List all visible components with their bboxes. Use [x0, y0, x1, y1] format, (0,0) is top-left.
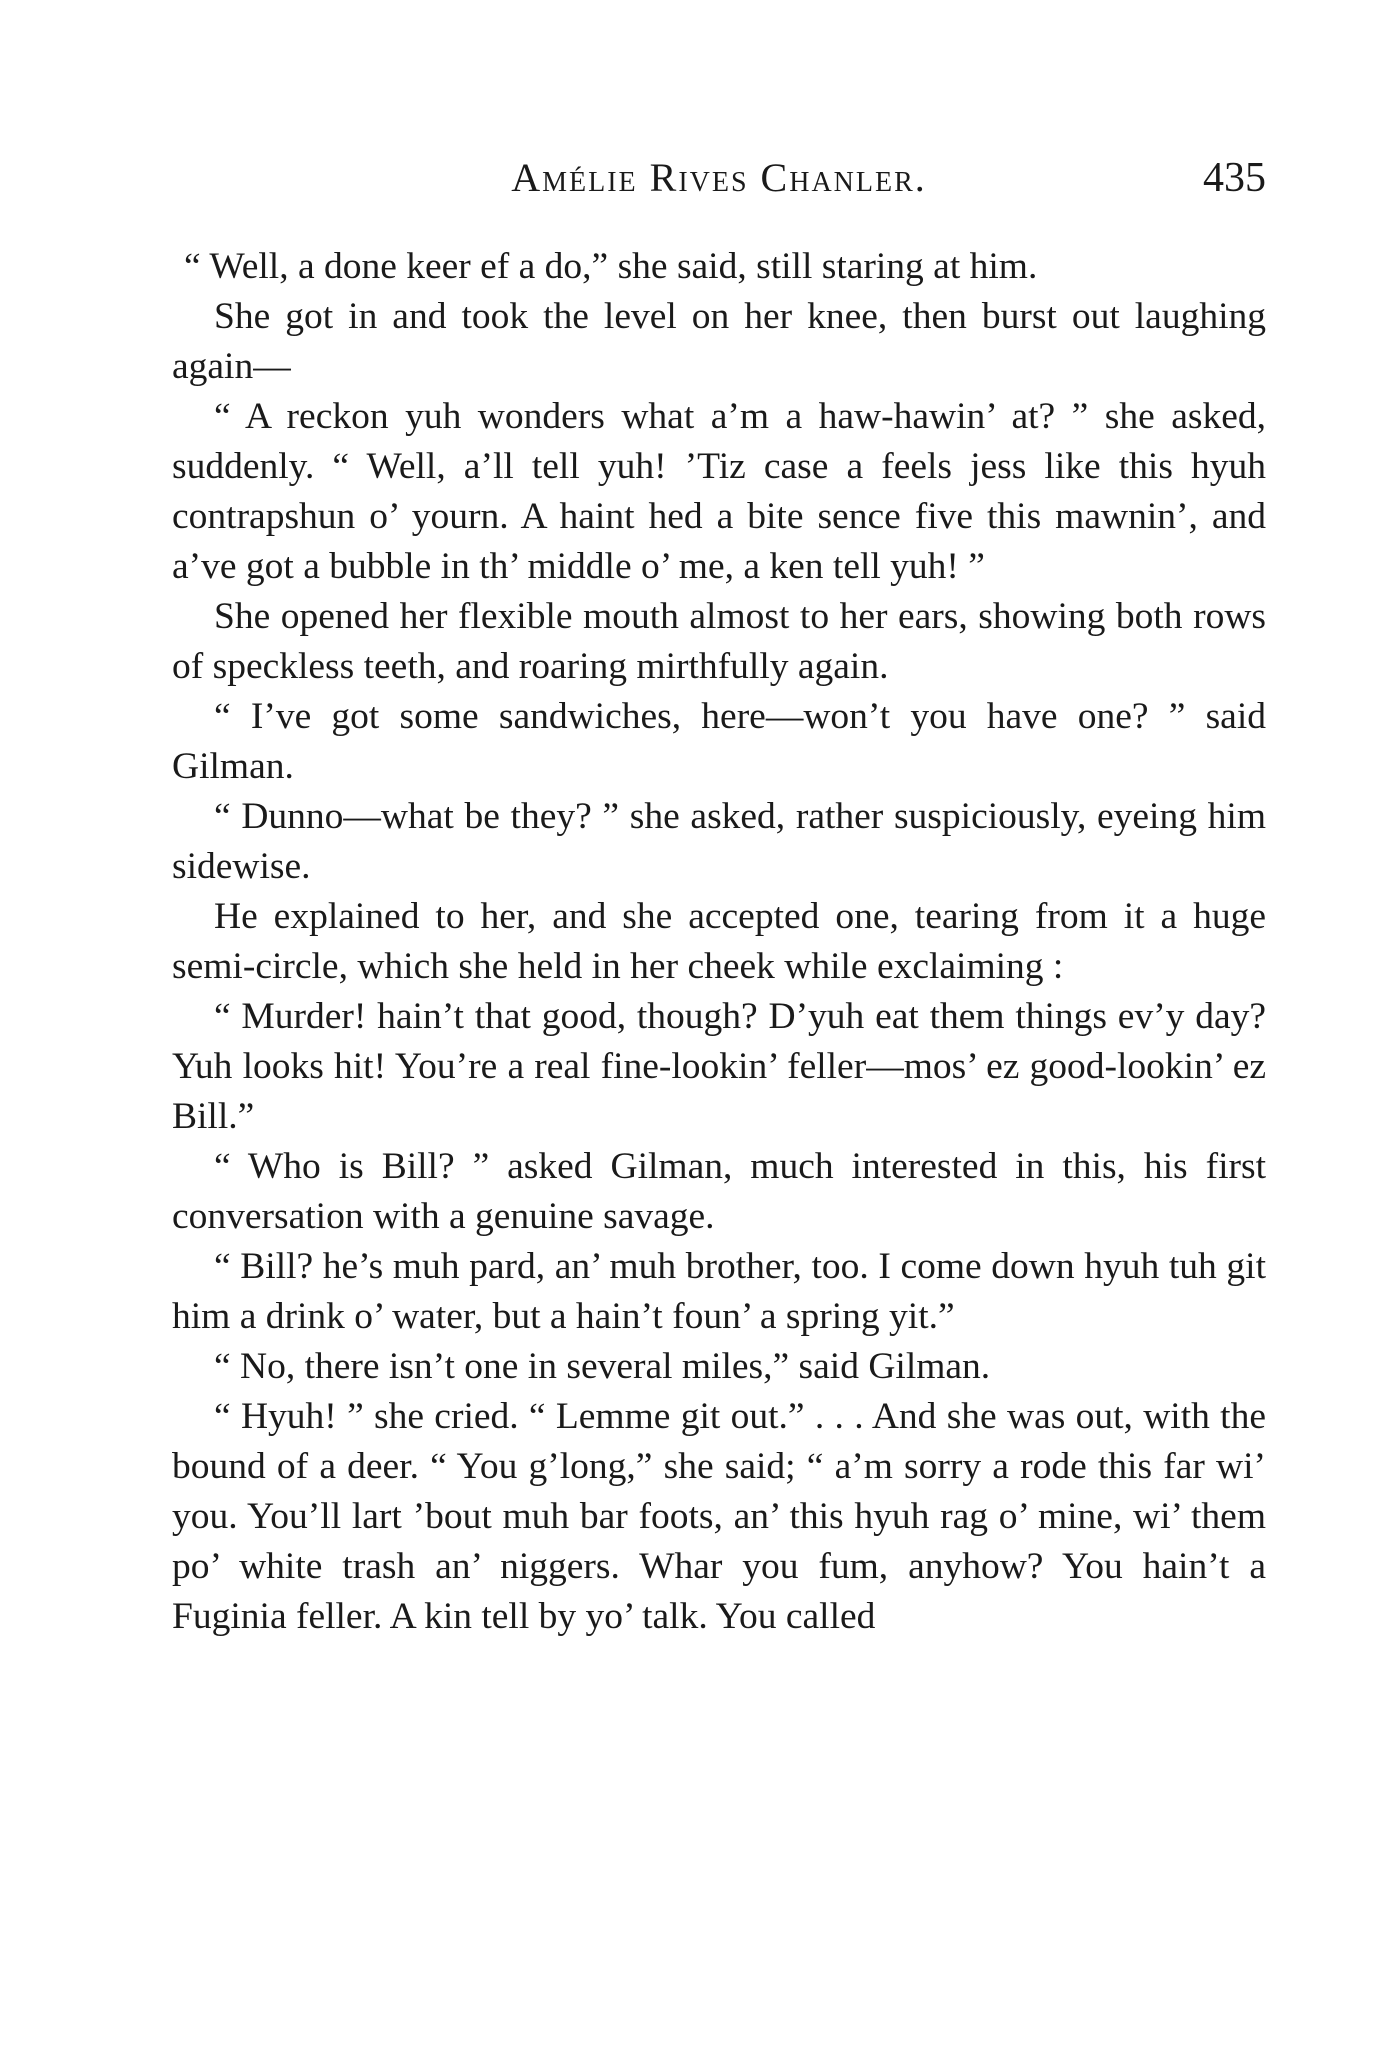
page-header — [172, 150, 1266, 220]
paragraph: She got in and took the level on her knee, then burst out laughing again— — [172, 296, 1266, 387]
paragraph: He explained to her, and she accepted one, tearing from it a huge semi-circle, which she held in her cheek while exclaiming : — [172, 896, 1266, 987]
paragraph: “ Dunno—what be they? ” she asked, rather suspiciously, eyeing him sidewise. — [172, 796, 1266, 887]
body-text — [172, 242, 1266, 1642]
paragraph: “ A reckon yuh wonders what a’m a haw-hawin’ at? ” she asked, suddenly. “ Well, a’ll tell yuh! ’Tiz case a feels jess like this hyuh contrapshun o’ yourn. A haint hed a bite sence five this mawnin’, and a’ve got a bubble in th’ middle o’ me, a ken tell yuh! ” — [172, 396, 1266, 587]
paragraph: “ Well, a done keer ef a do,” she said, still staring at him. — [184, 246, 1038, 287]
running-head: Amélie Rives Chanler. — [511, 155, 927, 200]
paragraph: “ Murder! hain’t that good, though? D’yuh eat them things ev’y day? Yuh looks hit! You’re a real fine-lookin’ feller—mos’ ez good-lookin’ ez Bill.” — [172, 996, 1266, 1137]
page-number: 435 — [1203, 155, 1266, 201]
paragraph: “ I’ve got some sandwiches, here—won’t you have one? ” said Gilman. — [172, 696, 1266, 787]
paragraph: “ Who is Bill? ” asked Gilman, much interested in this, his first conversation with a genuine savage. — [172, 1146, 1266, 1237]
paragraph: “ No, there isn’t one in several miles,” said Gilman. — [214, 1346, 991, 1387]
paragraph: “ Bill? he’s muh pard, an’ muh brother, too. I come down hyuh tuh git him a drink o’ water, but a hain’t foun’ a spring yit.” — [172, 1246, 1266, 1337]
paragraph: “ Hyuh! ” she cried. “ Lemme git out.” . . . And she was out, with the bound of a deer. “ You g’long,” she said; “ a’m sorry a rode this far wi’ you. You’ll lart ’bout muh bar foots, an’ this hyuh rag o’ mine, wi’ them po’ white trash an’ niggers. Whar you fum, anyhow? You hain’t a Fuginia feller. A kin tell by yo’ talk. You called — [172, 1396, 1266, 1637]
paragraph: She opened her flexible mouth almost to her ears, showing both rows of speckless teeth, and roaring mirthfully again. — [172, 596, 1266, 687]
book-page — [172, 150, 1266, 1642]
